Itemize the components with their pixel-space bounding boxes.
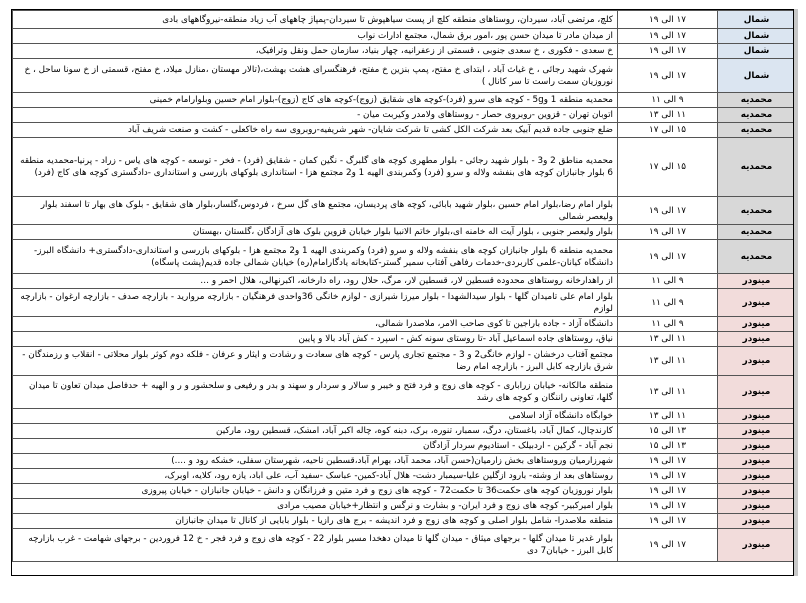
region-name: محمدیه	[718, 93, 795, 108]
table-row	[13, 240, 795, 274]
region-name: مینودر	[718, 317, 795, 332]
area-description: بلوار ولیعصر جنوبی ، بلوار آیت اله خامنه ای،بلوار خاتم الانبیا بلوار خیابان قزوین بلوک های آزادگان ،گلستان ،بهستان	[13, 225, 618, 240]
area-description: شهرک شهید رجائی ، خ غیاث آباد ، ابتدای خ مفتح، پمپ بنزین خ مفتح، فرهنگسرای هشت بهشت،(تالار مهستان ،منازل میلاد، خ مفتح، قسمتی از خ سونا ساحل ، خ نوروزیان سمت راست تا سر کانال )	[13, 59, 618, 93]
area-description: خ سعدی - فکوری ، خ سعدی جنوبی ، قسمتی از زعفرانیه، چهار بنیاد، سازمان حمل ونقل وترافیک،	[13, 44, 618, 59]
table-row	[13, 376, 795, 409]
area-description: نجم آباد - گرکین - اردبیلک - استادیوم سردار آزادگان	[13, 439, 618, 454]
region-name: مینودر	[718, 499, 795, 514]
region-name: مینودر	[718, 469, 795, 484]
time-slot: ۱۵ الی ۱۷	[618, 138, 718, 197]
time-slot: ۱۷ الی ۱۹	[618, 529, 718, 562]
time-slot: ۱۷ الی ۱۹	[618, 499, 718, 514]
region-name: شمال	[718, 29, 795, 44]
table-row	[13, 347, 795, 376]
time-slot: ۹ الی ۱۱	[618, 317, 718, 332]
time-slot: ۹ الی ۱۱	[618, 274, 718, 289]
table-row	[13, 332, 795, 347]
time-slot: ۹ الی ۱۱	[618, 93, 718, 108]
scrollbar[interactable]	[794, 9, 798, 576]
time-slot: ۱۷ الی ۱۹	[618, 484, 718, 499]
table-row	[13, 225, 795, 240]
table-row	[13, 108, 795, 123]
area-description: اتوبان تهران - قزوین -روبروی حصار - روستاهای ولامدر وکیربت میان -	[13, 108, 618, 123]
region-name: مینودر	[718, 376, 795, 409]
region-name: مینودر	[718, 529, 795, 562]
time-slot: ۱۷ الی ۱۹	[618, 225, 718, 240]
area-description: از میدان مادر تا میدان حسن پور ،امور برق شمال، مجتمع ادارات نواب	[13, 29, 618, 44]
region-name: محمدیه	[718, 240, 795, 274]
table-row	[13, 469, 795, 484]
time-slot: ۱۵ الی ۱۷	[618, 123, 718, 138]
table-row	[13, 409, 795, 424]
area-description: دانشگاه آزاد - جاده باراجین تا کوی صاحب الامر، ملاصدرا شمالی،	[13, 317, 618, 332]
outage-schedule-table	[12, 10, 794, 562]
region-name: مینودر	[718, 289, 795, 317]
table-row	[13, 138, 795, 197]
area-description: شهرزارمیان وروستاهای بخش زارمیان(حسن آباد، محمد آباد، بهرام آباد،قسطین ناحیه، شهرستان سفلی، خشکه رود و ....)	[13, 454, 618, 469]
region-name: محمدیه	[718, 225, 795, 240]
time-slot: ۱۷ الی ۱۹	[618, 240, 718, 274]
time-slot: ۱۷ الی ۱۹	[618, 514, 718, 529]
area-description: روستاهای بعد از وشته- بارود ازگلین علیا-سیمبار دشت- هلال آباد-کمین- عباسک -سفید آب، علی اباد، یازه رود، کلایه، اوبرک،	[13, 469, 618, 484]
region-name: شمال	[718, 59, 795, 93]
table-row	[13, 197, 795, 225]
time-slot: ۹ الی ۱۱	[618, 289, 718, 317]
time-slot: ۱۳ الی ۱۵	[618, 424, 718, 439]
time-slot: ۱۱ الی ۱۳	[618, 376, 718, 409]
region-name: مینودر	[718, 409, 795, 424]
time-slot: ۱۷ الی ۱۹	[618, 11, 718, 29]
time-slot: ۱۱ الی ۱۳	[618, 347, 718, 376]
time-slot: ۱۷ الی ۱۹	[618, 469, 718, 484]
area-description: مجتمع آفتاب درخشان - لوازم خانگی2 و 3 - مجتمع تجاری پارس - کوچه های سعادت و رشادت و ایثار و عرفان - فلکه دوم کوثر بلوار محلاتی - انقلاب و رزمندگان - شرق بازارچه کابل البرز - بازارچه امام رضا	[13, 347, 618, 376]
region-name: مینودر	[718, 439, 795, 454]
table-row	[13, 29, 795, 44]
region-name: محمدیه	[718, 123, 795, 138]
region-name: مینودر	[718, 514, 795, 529]
area-description: محمدیه مناطق 2 و3 - بلوار شهید رجائی - بلوار مطهری کوچه های گلبرگ - نگین کمان - شقایق (فرد) - فخر - توسعه - کوچه های یاس - زراد - پرنیا-محمدیه منطقه 6 بلوار جانبازان کوچه های بنفشه ولاله و سرو (فرد) وکمربندی الهیه 1 و2 مجتمع هزا - استانداری بلوکهای بازرسی و استانداری -دادگستری کوچه های کاج (فرد)	[13, 138, 618, 197]
region-name: محمدیه	[718, 138, 795, 197]
region-name: مینودر	[718, 274, 795, 289]
table-row	[13, 289, 795, 317]
region-name: شمال	[718, 11, 795, 29]
area-description: ضلع جنوبی جاده قدیم آبیک بعد شرکت الکل کشی تا شرکت شایان- شهر شریفیه-روبروی سه راه خاکعلی - کشت و صنعت شریف آباد	[13, 123, 618, 138]
table-row	[13, 424, 795, 439]
table-row	[13, 514, 795, 529]
area-description: منطقه ملاصدرا- شامل بلوار اصلی و کوچه های زوج و فرد اندیشه - برج های رازیا - بلوار بابایی از کانال تا میدان جانبازان	[13, 514, 618, 529]
table-row	[13, 484, 795, 499]
area-description: از راهدارخانه روستاهای محدوده قسطین لار، قسطین لار، مرگ، حلال رود، راه دارخانه، اکبرنهالی، هلال احمر و …	[13, 274, 618, 289]
region-name: شمال	[718, 44, 795, 59]
area-description: بلوار امام علی تامیدان گلها - بلوار سیدالشهدا - بلوار میرزا شیرازی - لوازم خانگی 36واحدی فرهنگیان - بازارچه مروارید - بازارچه صدف - بازارچه ارغوان - بازارچه لوازم	[13, 289, 618, 317]
table-row	[13, 499, 795, 514]
time-slot: ۱۳ الی ۱۵	[618, 439, 718, 454]
region-name: محمدیه	[718, 197, 795, 225]
table-row	[13, 11, 795, 29]
table-row	[13, 529, 795, 562]
area-description: بلوار امام رضا،بلوار امام حسین ،بلوار شهید بابائی، کوچه های پردیسان، مجتمع های گل سرخ ، فردوس،گلسار،بلوار های شقایق - بلوک های بهار تا اسفند بلوار ولیعصر شمالی	[13, 197, 618, 225]
area-description: نیاق، روستاهای جاده اسماعیل آباد -تا روستای سونه کش - اسپرد - کش آباد بالا و پایین	[13, 332, 618, 347]
area-description: کارندچال، کمال آباد، باغستان، درگ، سمبار، تنوره، برک، دبنه کوه، چاله اکبر آباد، امشک، قسطین رود، مارکین	[13, 424, 618, 439]
region-name: مینودر	[718, 454, 795, 469]
area-description: بلوار غدیر تا میدان گلها - برجهای میثاق - میدان گلها تا میدان دهخدا مسیر بلوار 22 - کوچه های زوج و فرد فجر - خ 12 فروردین - برجهای شهامت - غرب بازارچه کابل البرز - خیابان7 دی	[13, 529, 618, 562]
region-name: محمدیه	[718, 108, 795, 123]
time-slot: ۱۷ الی ۱۹	[618, 29, 718, 44]
area-description: بلوار نوروزیان کوچه های حکمت36 تا حکمت72 - کوچه های زوج و فرد متین و فرزانگان و دانش - خیابان جانبازان - خیابان پیروزی	[13, 484, 618, 499]
time-slot: ۱۷ الی ۱۹	[618, 454, 718, 469]
area-description: کلچ، مرتضی آباد، سیردان، روستاهای منطقه کلچ از پست سیاهپوش تا سیردان-پمپاژ چاههای آب زیاد منطقه-نیروگاههای بادی	[13, 11, 618, 29]
time-slot: ۱۱ الی ۱۳	[618, 409, 718, 424]
table-row	[13, 317, 795, 332]
region-name: مینودر	[718, 484, 795, 499]
table-row	[13, 44, 795, 59]
area-description: منطقه مالکانه- خیابان زراباری - کوچه های زوج و فرد فتح و خیبر و سالار و سردار و سهند و بدر و رفیعی و سلحشور و ر و الهیه + حدفاصل میدان تعاون تا میدان گلها، تعاونی راننگان و کوچه های رشد	[13, 376, 618, 409]
region-name: مینودر	[718, 332, 795, 347]
table-row	[13, 93, 795, 108]
time-slot: ۱۷ الی ۱۹	[618, 59, 718, 93]
time-slot: ۱۱ الی ۱۳	[618, 332, 718, 347]
time-slot: ۱۷ الی ۱۹	[618, 197, 718, 225]
table-row	[13, 59, 795, 93]
time-slot: ۱۱ الی ۱۳	[618, 108, 718, 123]
time-slot: ۱۷ الی ۱۹	[618, 44, 718, 59]
schedule-page	[11, 9, 794, 576]
area-description: خوابگاه دانشگاه آزاد اسلامی	[13, 409, 618, 424]
area-description: محمدیه منطقه 1 و5g - کوچه های سرو (فرد)-کوچه های شقایق (زوج)-کوچه های کاج (زوج)-بلوار امام حسین وبلوارامام خمینی	[13, 93, 618, 108]
table-row	[13, 454, 795, 469]
region-name: مینودر	[718, 347, 795, 376]
table-row	[13, 439, 795, 454]
table-row	[13, 274, 795, 289]
region-name: مینودر	[718, 424, 795, 439]
area-description: بلوار امیرکبیر- کوچه های زوج و فرد ایران- و بشارت و نرگس و انتظار+خیابان مصیب مرادی	[13, 499, 618, 514]
table-row	[13, 123, 795, 138]
area-description: محمدیه منطقه 6 بلوار جانبازان کوچه های بنفشه ولاله و سرو (فرد) وکمربندی الهیه 1 و2 مجتمع هزا - بلوکهای بازرسی و استانداری-دادگستری+ دانشگاه البرز-دانشگاه کیانان-علمی کاربردی-خدمات رفاهی آفتاب سمیر گستر-کتابخانه یادگارامام(ره) خیابان شمالی جاده قدیم(پشت پاسگاه)	[13, 240, 618, 274]
